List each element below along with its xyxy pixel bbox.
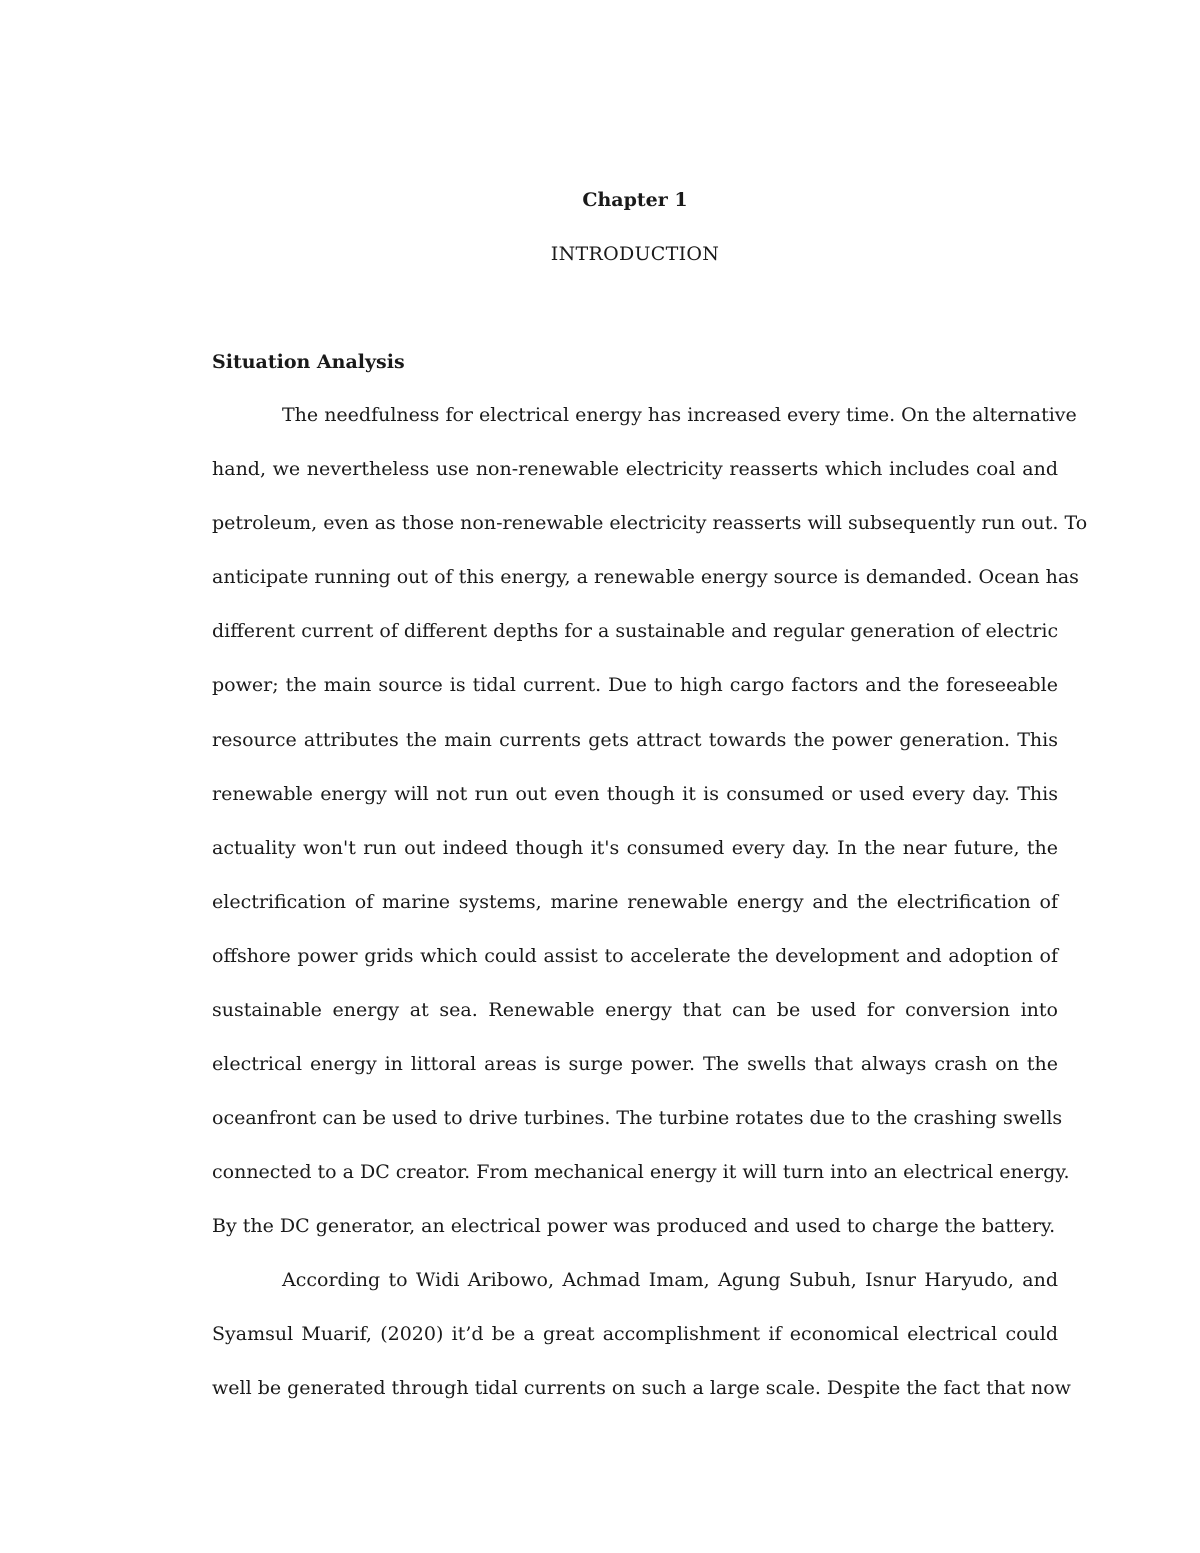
- text-line: resource attributes the main currents gets attract towards the power generation. This: [212, 728, 1058, 751]
- chapter-subtitle: INTRODUCTION: [550, 243, 720, 265]
- chapter-title: Chapter 1: [582, 189, 688, 211]
- section-heading: Situation Analysis: [212, 351, 405, 373]
- text-line: connected to a DC creator. From mechanical energy it will turn into an electrical energy.: [212, 1161, 1070, 1184]
- text-line: The needfulness for electrical energy has increased every time. On the alternative: [282, 404, 1077, 426]
- text-line: electrical energy in littoral areas is surge power. The swells that always crash on the: [212, 1053, 1058, 1076]
- text-line: By the DC generator, an electrical power was produced and used to charge the battery.: [212, 1215, 1056, 1238]
- text-line: sustainable energy at sea. Renewable energy that can be used for conversion into: [212, 999, 1058, 1022]
- text-line: anticipate running out of this energy, a renewable energy source is demanded. Ocean has: [212, 566, 1079, 589]
- text-line: actuality won't run out indeed though it's consumed every day. In the near future, the: [212, 836, 1058, 859]
- text-line: different current of different depths for a sustainable and regular generation of electric: [212, 620, 1059, 643]
- text-line: oceanfront can be used to drive turbines. The turbine rotates due to the crashing swells: [212, 1107, 1063, 1130]
- text-line: Syamsul Muarif, (2020) it’d be a great accomplishment if economical electrical could: [212, 1323, 1058, 1346]
- text-line: offshore power grids which could assist to accelerate the development and adoption of: [212, 944, 1058, 967]
- text-line: According to Widi Aribowo, Achmad Imam, Agung Subuh, Isnur Haryudo, and: [282, 1269, 1058, 1291]
- paragraph-situation-analysis: [212, 388, 1088, 1254]
- text-line: power; the main source is tidal current. Due to high cargo factors and the foreseeable: [212, 674, 1058, 697]
- paragraph-literature: [212, 1253, 1071, 1415]
- text-line: renewable energy will not run out even though it is consumed or used every day. This: [212, 782, 1058, 805]
- text-line: hand, we nevertheless use non-renewable electricity reasserts which includes coal and: [212, 458, 1058, 481]
- text-line: electrification of marine systems, marine renewable energy and the electrification of: [212, 890, 1058, 913]
- text-line: petroleum, even as those non-renewable electricity reasserts will subsequently run out. To: [212, 512, 1088, 535]
- text-line: well be generated through tidal currents on such a large scale. Despite the fact that now: [212, 1377, 1071, 1400]
